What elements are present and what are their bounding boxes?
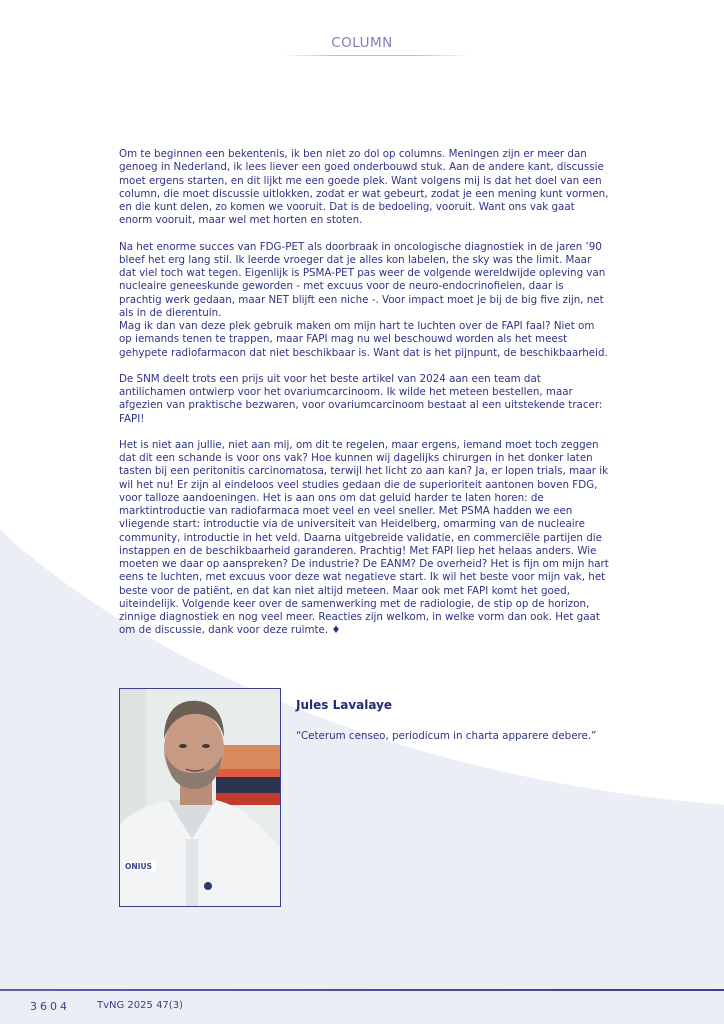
page-number: 3604 <box>30 1000 70 1013</box>
author-quote: “Ceterum censeo, periodicum in charta apparere debere.” <box>296 730 597 742</box>
article-paragraph: De SNM deelt trots een prijs uit voor het beste artikel van 2024 aan een team dat antilichamen ontwierp voor het ovariumcarcinoom. Ik wilde het meteen bestellen, maar afgezien van praktische bezwaren, voor ovariumcarcinoom bestaat al een uitstekende tracer: FAPI! <box>119 372 603 425</box>
footer-divider <box>0 989 724 991</box>
author-portrait-illustration <box>120 689 280 906</box>
article-body <box>119 148 609 651</box>
journal-reference: TvNG 2025 47(3) <box>97 1000 183 1011</box>
section-title: COLUMN <box>331 35 393 51</box>
author-name: Jules Lavalaye <box>296 698 393 712</box>
article-paragraph: Het is niet aan jullie, niet aan mij, om dit te regelen, maar ergens, iemand moet toch zeggen dat dit een schande is voor ons vak? Hoe kunnen wij dagelijks chirurgen in het donker laten tasten bij een peritonitis carcinomatosa, terwijl het licht zo aan kan? Ja, er lopen trials, maar ik wil het nu! Er zijn al eindeloos veel studies gedaan die de superioriteit aantonen boven FDG, voor talloze aandoeningen. Het is aan ons om dat geluid harder te laten horen: de marktintroductie van radiofarmaca moet veel en veel sneller. Met PSMA hadden we een vliegende start: introductie via de universiteit van Heidelberg, omarming van de nucleaire community, introductie in het veld. Daarna uitgebreide validatie, en commerciële partijen die instappen en de beschikbaarheid garanderen. Prachtig! Met FAPI liep het helaas anders. Wie moeten we daar op aanspreken? De industrie? De EANM? De overheid? Het is fijn om mijn hart eens te luchten, met excuus voor deze wat negatieve start. Ik wil het beste voor mijn vak, het beste voor de patiënt, en dat kan niet altijd meteen. Maar ook met FAPI komt het goed, uiteindelijk. Volgende keer over de samenwerking met de radiologie, de stip op de horizon, zinnige diagnostiek en nog veel meer. Reacties zijn welkom, in welke vorm dan ook. Het gaat om de discussie, dank voor deze ruimte. ♦ <box>119 438 609 637</box>
header-divider <box>280 55 470 56</box>
coat-badge-text: ONIUS <box>125 862 152 871</box>
author-photo <box>119 688 281 907</box>
article-paragraph: Na het enorme succes van FDG-PET als doorbraak in oncologische diagnostiek in de jaren ’90 bleef het erg lang stil. Ik leerde vroeger dat je alles kon labelen, the sky was the limit. Maar dat viel toch wat tegen. Eigenlijk is PSMA-PET pas weer de volgende wereldwijde opleving van nucleaire geneeskunde geworden - met excuus voor de neuro-endocrinofielen, daar is prachtig werk gedaan, maar NET blijft een niche -. Voor impact moet je bij de big five zijn, net als in de dierentuin. <box>119 240 606 319</box>
article-paragraph: Om te beginnen een bekentenis, ik ben niet zo dol op columns. Meningen zijn er meer dan genoeg in Nederland, ik lees liever een goed onderbouwd stuk. Aan de andere kant, discussie moet ergens starten, en dit lijkt me een goede plek. Want volgens mij is dat het doel van een column, die moet discussie uitlokken, zodat er wat gebeurt, zodat je een mening kunt vormen, en die kunt delen, zo komen we vooruit. Dat is de bedoeling, vooruit. Want ons vak gaat enorm vooruit, maar wel met horten en stoten. <box>119 148 609 227</box>
article-paragraph: Mag ik dan van deze plek gebruik maken om mijn hart te luchten over de FAPI faal? Niet om op iemands tenen te trappen, maar FAPI mag nu wel beschouwd worden als het meest gehypete radiofarmacon dat niet beschikbaar is. Want dat is het pijnpunt, de beschikbaarheid. <box>119 320 608 359</box>
